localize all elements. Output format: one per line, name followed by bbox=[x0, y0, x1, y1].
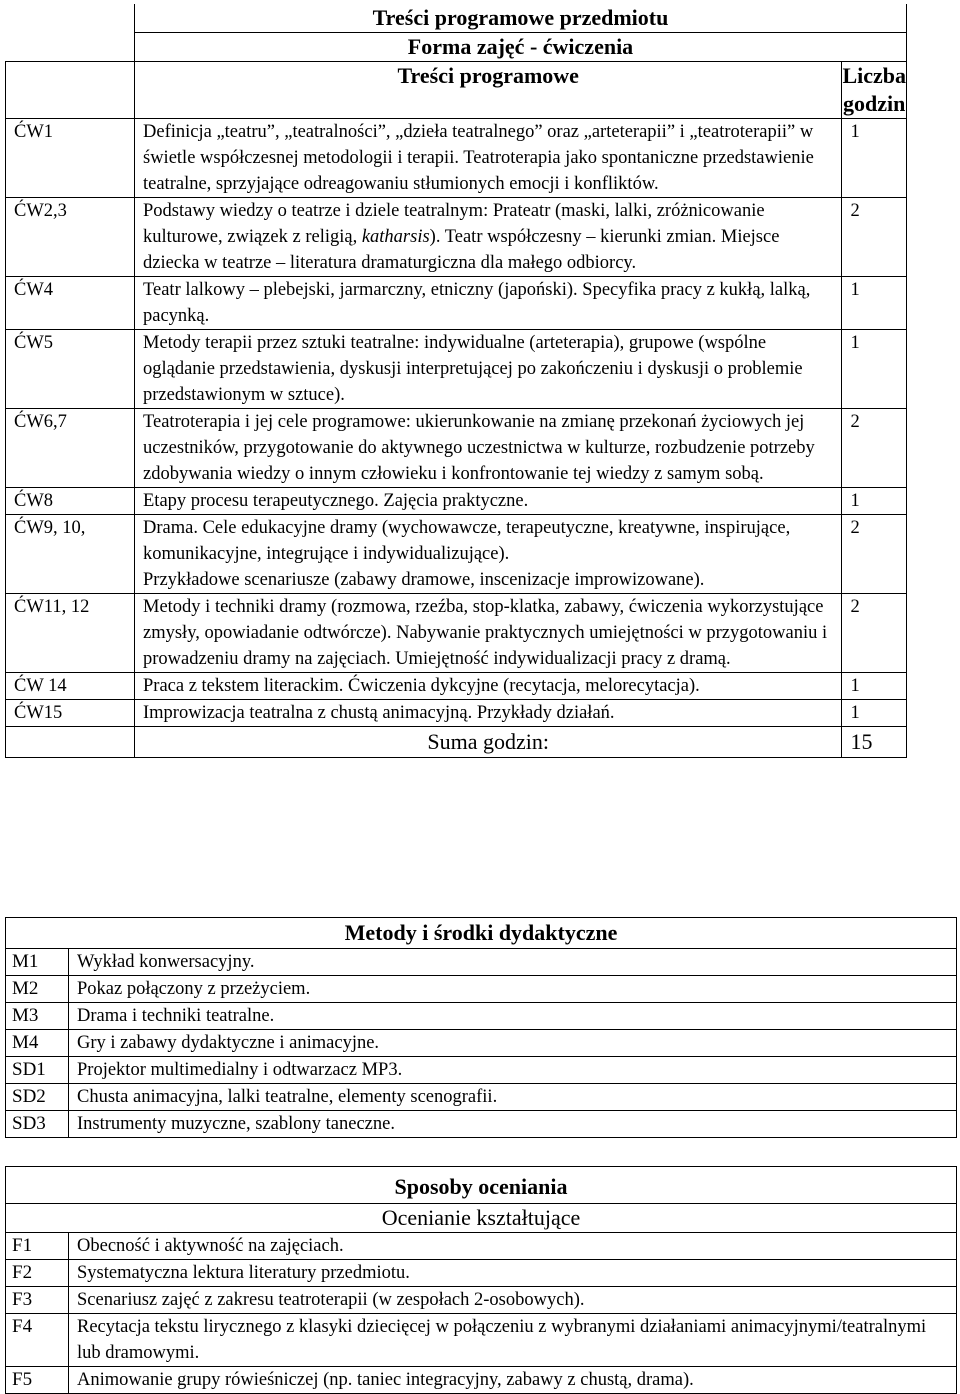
header-code-cell bbox=[6, 62, 135, 119]
row-text: Definicja „teatru”, „teatralności”, „dzieła teatralnego” oraz „arteterapii” i „teatroterapii” w świetle współczesnej metodologii i terapii. Teatroterapia jako spontaniczne przedstawienie teatralne, sprzyjające odreagowaniu stłumionych emocji i konfliktów. bbox=[135, 119, 842, 198]
program-table bbox=[5, 4, 907, 758]
row-code: ĆW11, 12 bbox=[6, 594, 135, 673]
table-row bbox=[6, 594, 907, 673]
method-text: Drama i techniki teatralne. bbox=[69, 1003, 957, 1030]
sum-label: Suma godzin: bbox=[135, 727, 842, 758]
assessment-text: Animowanie grupy rówieśniczej (np. taniec integracyjny, zabawy z chustą, drama). bbox=[69, 1367, 957, 1394]
method-code: M4 bbox=[6, 1030, 69, 1057]
table-row bbox=[6, 949, 957, 976]
table-row bbox=[6, 1111, 957, 1138]
methods-table bbox=[5, 917, 957, 1138]
row-text: Metody i techniki dramy (rozmowa, rzeźba, stop-klatka, zabawy, ćwiczenia wykorzystujące zmysły, opowiadanie odtwórcze). Nabywanie praktycznych umiejętności w przygotowaniu i prowadzeniu dramy na zajęciach. Umiejętność indywidualizacji pracy z dramą. bbox=[135, 594, 842, 673]
row-text-part: Przykładowe scenariusze (zabawy dramowe, inscenizacje improwizowane). bbox=[143, 570, 705, 590]
table-row bbox=[6, 515, 907, 594]
table-row bbox=[6, 488, 907, 515]
table-row bbox=[6, 119, 907, 198]
row-hours: 1 bbox=[842, 330, 907, 409]
table-row bbox=[6, 409, 907, 488]
assessment-code: F5 bbox=[6, 1367, 69, 1394]
method-code: SD1 bbox=[6, 1057, 69, 1084]
assessment-code: F3 bbox=[6, 1287, 69, 1314]
method-text: Chusta animacyjna, lalki teatralne, elementy scenografii. bbox=[69, 1084, 957, 1111]
sum-empty-cell bbox=[6, 727, 135, 758]
row-code: ĆW5 bbox=[6, 330, 135, 409]
row-hours: 1 bbox=[842, 700, 907, 727]
row-text: Etapy procesu terapeutycznego. Zajęcia praktyczne. bbox=[135, 488, 842, 515]
method-text: Wykład konwersacyjny. bbox=[69, 949, 957, 976]
row-text: Metody terapii przez sztuki teatralne: indywidualne (arteterapia), grupowe (wspólne oglądanie przedstawienia, dyskusji interpretującej po zakończeniu i dyskusji o problemie przedstawionym w sztuce). bbox=[135, 330, 842, 409]
table-row bbox=[6, 330, 907, 409]
table-row bbox=[6, 1367, 957, 1394]
method-code: M2 bbox=[6, 976, 69, 1003]
row-hours: 1 bbox=[842, 673, 907, 700]
table-row bbox=[6, 277, 907, 330]
assessment-text: Systematyczna lektura literatury przedmiotu. bbox=[69, 1260, 957, 1287]
row-text-italic: katharsis bbox=[361, 227, 430, 247]
assessment-code: F2 bbox=[6, 1260, 69, 1287]
table-row bbox=[6, 1030, 957, 1057]
method-code: M3 bbox=[6, 1003, 69, 1030]
table-row bbox=[6, 1233, 957, 1260]
row-code: ĆW8 bbox=[6, 488, 135, 515]
content-column-header: Treści programowe bbox=[135, 62, 842, 119]
row-hours: 1 bbox=[842, 277, 907, 330]
form-label: Forma zajęć - ćwiczenia bbox=[135, 33, 907, 62]
method-code: M1 bbox=[6, 949, 69, 976]
row-text bbox=[135, 198, 842, 277]
row-text-part: Drama. Cele edukacyjne dramy (wychowawcze, terapeutyczne, kreatywne, inspirujące, komunikacyjne, integrujące i indywidualizujące). bbox=[143, 518, 791, 564]
assessment-text: Obecność i aktywność na zajęciach. bbox=[69, 1233, 957, 1260]
method-text: Pokaz połączony z przeżyciem. bbox=[69, 976, 957, 1003]
table-row bbox=[6, 976, 957, 1003]
row-hours: 2 bbox=[842, 409, 907, 488]
method-text: Gry i zabawy dydaktyczne i animacyjne. bbox=[69, 1030, 957, 1057]
table-row bbox=[6, 1003, 957, 1030]
table-row bbox=[6, 1314, 957, 1367]
row-text: Praca z tekstem literackim. Ćwiczenia dykcyjne (recytacja, melorecytacja). bbox=[135, 673, 842, 700]
table-row bbox=[6, 198, 907, 277]
row-hours: 1 bbox=[842, 119, 907, 198]
row-hours: 2 bbox=[842, 594, 907, 673]
row-code: ĆW1 bbox=[6, 119, 135, 198]
row-hours: 1 bbox=[842, 488, 907, 515]
methods-title: Metody i środki dydaktyczne bbox=[6, 918, 957, 949]
row-text-part: Podstawy wiedzy o teatrze i dziele teatralnym: Prateatr (maski, lalki, zróżnicowanie kulturowe, związek z religią, bbox=[143, 201, 765, 247]
table-row bbox=[6, 673, 907, 700]
row-hours: 2 bbox=[842, 515, 907, 594]
method-code: SD3 bbox=[6, 1111, 69, 1138]
assessment-code: F1 bbox=[6, 1233, 69, 1260]
method-text: Instrumenty muzyczne, szablony taneczne. bbox=[69, 1111, 957, 1138]
table-row bbox=[6, 1057, 957, 1084]
program-title: Treści programowe przedmiotu bbox=[135, 4, 907, 33]
table-row bbox=[6, 1260, 957, 1287]
assessment-title: Sposoby oceniania bbox=[6, 1167, 957, 1204]
row-code: ĆW 14 bbox=[6, 673, 135, 700]
assessment-subtitle: Ocenianie kształtujące bbox=[6, 1204, 957, 1233]
method-text: Projektor multimedialny i odtwarzacz MP3. bbox=[69, 1057, 957, 1084]
empty-cell bbox=[6, 33, 135, 62]
row-text: Teatroterapia i jej cele programowe: ukierunkowanie na zmianę przekonań życiowych jej uczestników, przygotowanie do aktywnego uczestnictwa w kulturze, rozbudzenie potrzeby zdobywania wiedzy o innym człowieku i konfrontowanie tej wiedzy z samym sobą. bbox=[135, 409, 842, 488]
hours-column-header: Liczba godzin bbox=[842, 62, 907, 119]
assessment-text: Recytacja tekstu lirycznego z klasyki dziecięcej w połączeniu z wybranymi działaniami animacyjnymi/teatralnymi lub dramowymi. bbox=[69, 1314, 957, 1367]
assessment-code: F4 bbox=[6, 1314, 69, 1367]
row-text-part: ). Teatr współczesny – kierunki zmian. Miejsce dziecka w teatrze – literatura dramaturgiczna dla małego odbiorcy. bbox=[143, 227, 780, 273]
row-code: ĆW6,7 bbox=[6, 409, 135, 488]
empty-cell bbox=[6, 4, 135, 33]
row-code: ĆW4 bbox=[6, 277, 135, 330]
row-text bbox=[135, 515, 842, 594]
row-code: ĆW9, 10, bbox=[6, 515, 135, 594]
table-row bbox=[6, 1287, 957, 1314]
assessment-text: Scenariusz zajęć z zakresu teatroterapii (w zespołach 2-osobowych). bbox=[69, 1287, 957, 1314]
row-code: ĆW15 bbox=[6, 700, 135, 727]
table-row bbox=[6, 1084, 957, 1111]
table-row bbox=[6, 700, 907, 727]
sum-value: 15 bbox=[842, 727, 907, 758]
assessment-table bbox=[5, 1166, 957, 1394]
row-text: Improwizacja teatralna z chustą animacyjną. Przykłady działań. bbox=[135, 700, 842, 727]
row-code: ĆW2,3 bbox=[6, 198, 135, 277]
row-text: Teatr lalkowy – plebejski, jarmarczny, etniczny (japoński). Specyfika pracy z kukłą, lalką, pacynką. bbox=[135, 277, 842, 330]
row-hours: 2 bbox=[842, 198, 907, 277]
method-code: SD2 bbox=[6, 1084, 69, 1111]
